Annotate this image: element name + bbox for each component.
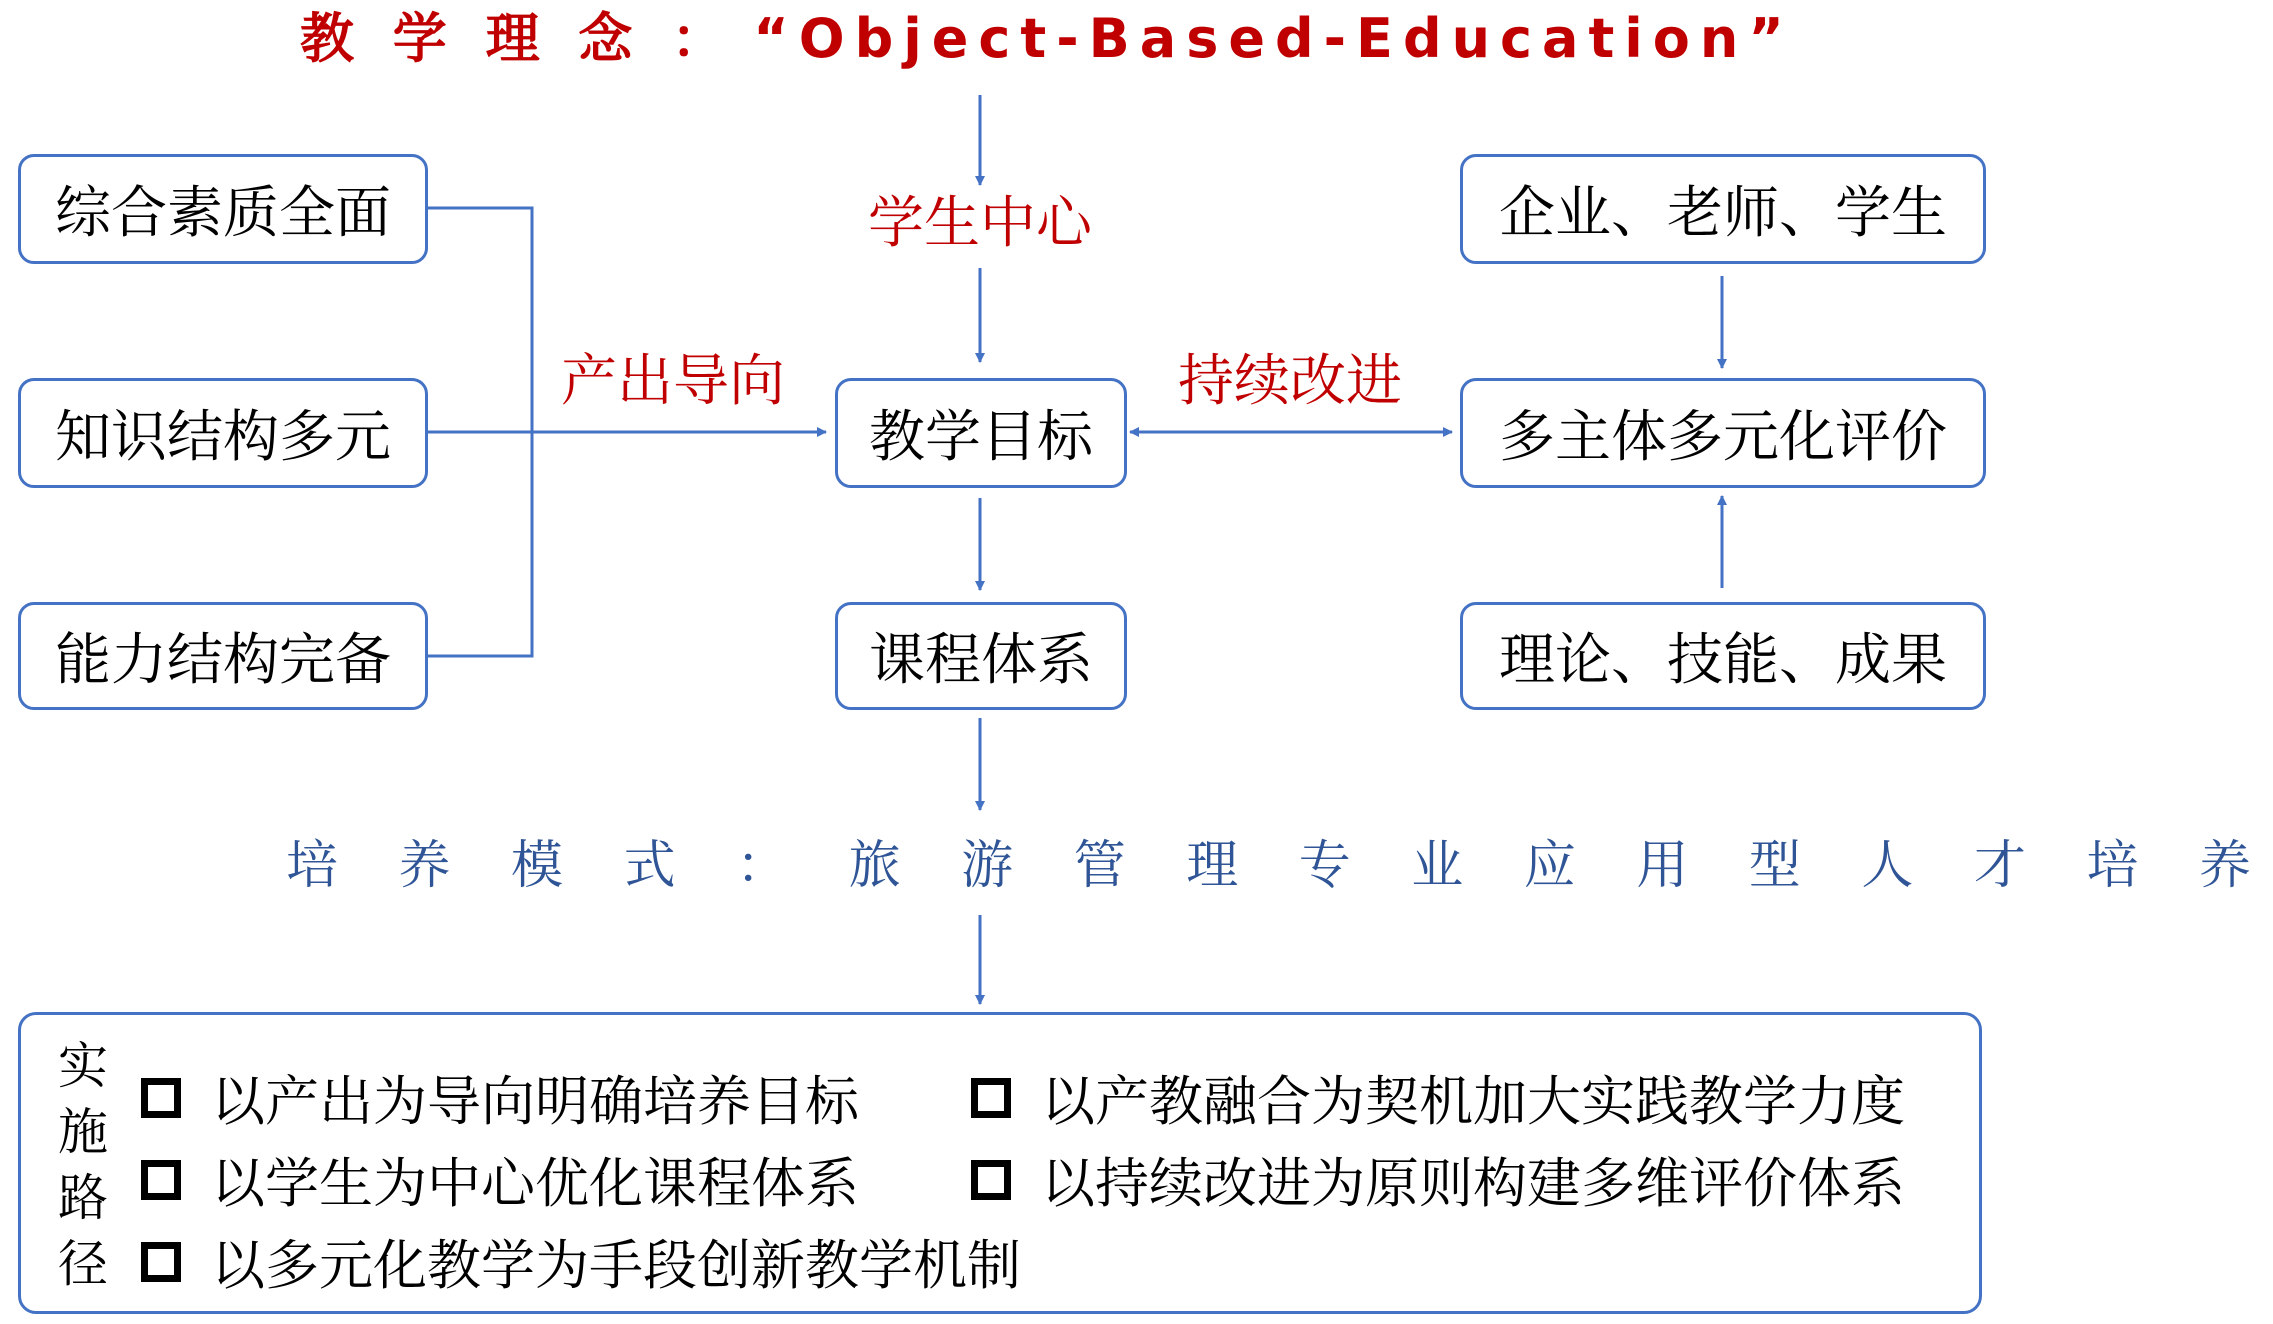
implementation-heading-char: 径 [58, 1235, 108, 1293]
right-box-outcomes: 理论、技能、成果 [1460, 602, 1986, 710]
output-oriented-label: 产出导向 [561, 349, 785, 414]
checkbox-icon [141, 1078, 181, 1118]
implementation-heading-char: 路 [58, 1169, 108, 1227]
title [300, 7, 1794, 70]
implementation-heading-char: 施 [58, 1103, 108, 1161]
implementation-heading [53, 1033, 113, 1297]
implementation-item-text: 以产教融合为契机加大实践教学力度 [1041, 1070, 1905, 1133]
implementation-heading-char: 实 [58, 1037, 108, 1095]
implementation-item [141, 1141, 859, 1218]
checkbox-icon [971, 1160, 1011, 1200]
implementation-item [971, 1141, 1905, 1218]
student-center-label: 学生中心 [868, 191, 1092, 256]
title-prefix: 教 学 理 念 ： [300, 7, 736, 70]
right-box-parties: 企业、老师、学生 [1460, 154, 1986, 264]
left-box-quality: 综合素质全面 [18, 154, 428, 264]
left-box-ability: 能力结构完备 [18, 602, 428, 710]
implementation-box [18, 1012, 1982, 1314]
implementation-item [141, 1059, 859, 1136]
implementation-item-text: 以产出为导向明确培养目标 [211, 1070, 859, 1133]
curriculum-box: 课程体系 [835, 602, 1127, 710]
checkbox-icon [141, 1242, 181, 1282]
implementation-item [971, 1059, 1905, 1136]
right-box-evaluation: 多主体多元化评价 [1460, 378, 1986, 488]
implementation-item [141, 1223, 1021, 1300]
implementation-item-text: 以持续改进为原则构建多维评价体系 [1041, 1152, 1905, 1215]
left-box-knowledge: 知识结构多元 [18, 378, 428, 488]
training-mode-label: 培 养 模 式 ： 旅 游 管 理 专 业 应 用 型 人 才 培 养 [286, 836, 2273, 896]
title-concept: “Object-Based-Education” [753, 7, 1794, 70]
implementation-item-text: 以学生为中心优化课程体系 [211, 1152, 859, 1215]
checkbox-icon [971, 1078, 1011, 1118]
continuous-improvement-label: 持续改进 [1178, 349, 1402, 414]
teaching-goal-box: 教学目标 [835, 378, 1127, 488]
checkbox-icon [141, 1160, 181, 1200]
implementation-item-text: 以多元化教学为手段创新教学机制 [211, 1234, 1021, 1297]
